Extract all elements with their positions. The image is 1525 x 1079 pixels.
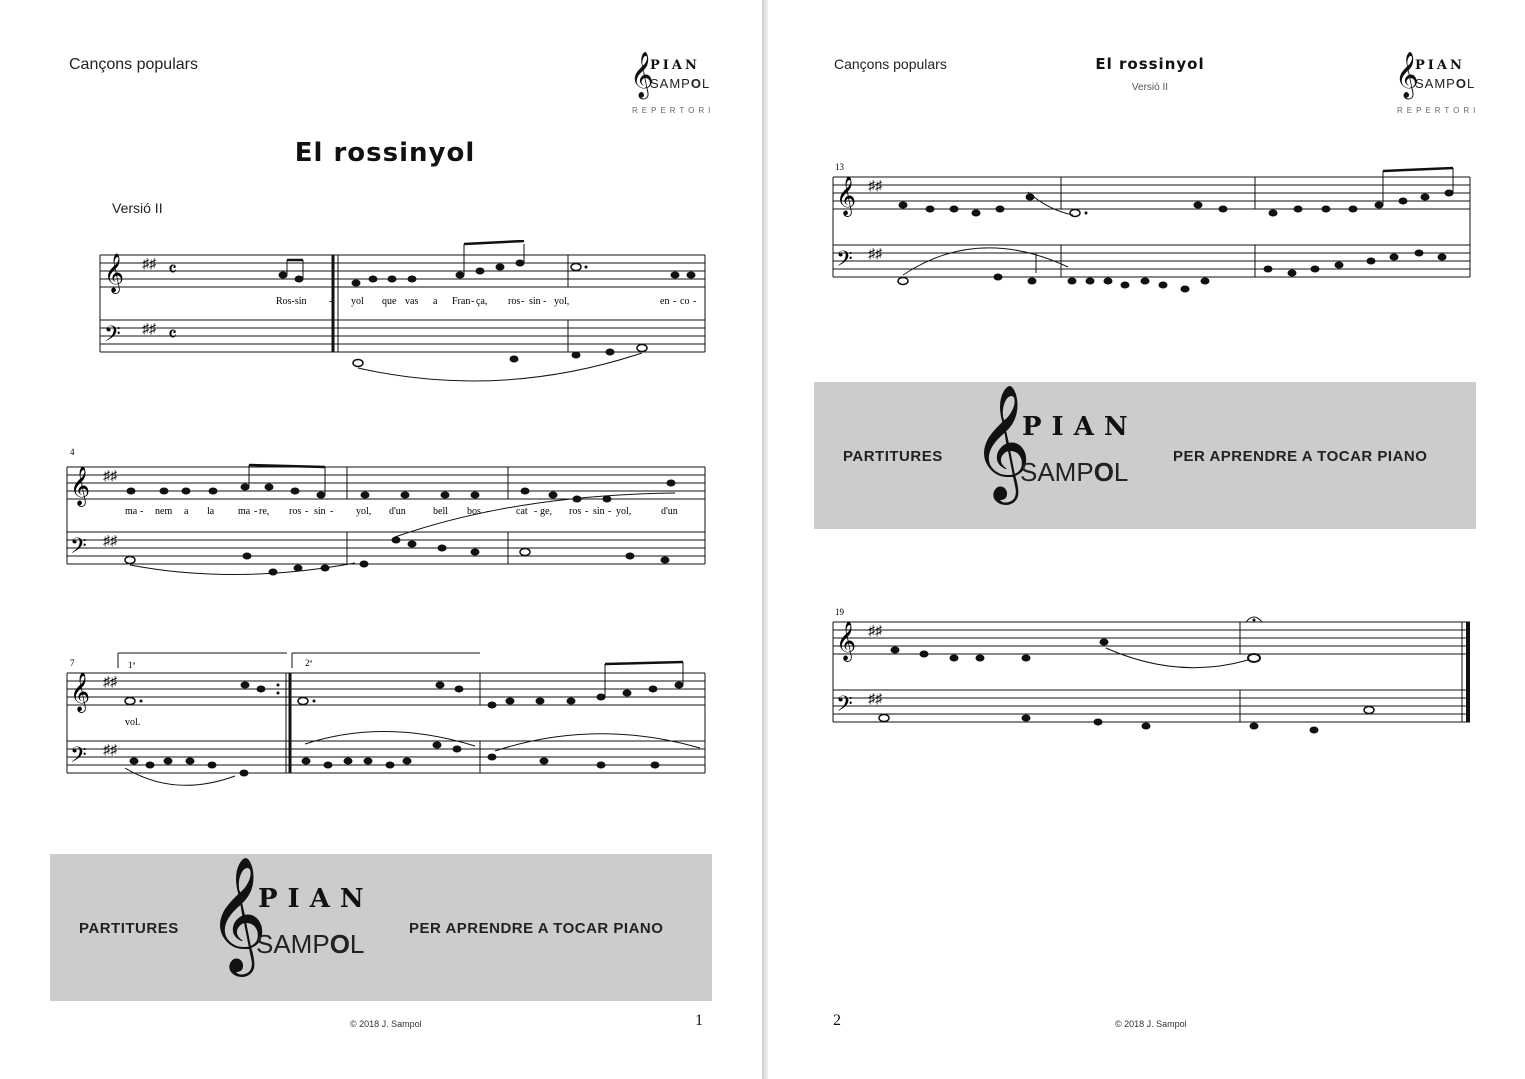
page-title: El rossinyol [1095, 55, 1205, 73]
lyric: sin [314, 506, 326, 517]
copyright: © 2018 J. Sampol [350, 1019, 422, 1029]
bass-clef-icon: 𝄢 [836, 247, 853, 276]
lyric: nem [155, 506, 173, 517]
treble-clef-icon: 𝄞 [972, 383, 1032, 500]
key-signature: ♯♯ [103, 534, 117, 549]
measure-number: 13 [835, 162, 844, 172]
version-label: Versió II [112, 200, 163, 216]
page-title: El rossinyol [294, 138, 476, 168]
page-number: 1 [695, 1012, 703, 1029]
treble-clef-icon: 𝄞 [70, 468, 91, 505]
lyric: ge, [540, 506, 552, 517]
pianosampol-banner [50, 854, 712, 1001]
ending-1-label: 1ª [128, 660, 135, 670]
banner-pian-text: PIAN [1022, 412, 1138, 442]
banner-samp: SAMP [1020, 457, 1094, 487]
banner-pian-text: PIAN [258, 884, 374, 914]
banner-l: L [1113, 457, 1129, 487]
notes [898, 168, 1454, 293]
logo-repertori: REPERTORI [1397, 106, 1480, 115]
lyric: co [680, 296, 690, 307]
logo-pian-text: PIAN [1415, 58, 1465, 73]
bass-clef-icon: 𝄢 [70, 534, 87, 563]
logo-sampol-text [650, 76, 710, 91]
lyric: ros [569, 506, 582, 517]
lyric: ma [238, 506, 251, 517]
key-signature: ♯♯ [142, 257, 156, 272]
banner-right-text: PER APRENDRE A TOCAR PIANO [409, 920, 664, 937]
lyric: a [184, 506, 189, 517]
measure-number: 7 [70, 658, 75, 668]
treble-clef-icon: 𝄞 [1395, 52, 1419, 98]
lyric: - [140, 506, 144, 517]
lyric: vas [405, 296, 419, 307]
score-system-19 [818, 600, 1478, 750]
lyric: yol, [616, 506, 632, 517]
lyric: cat [516, 506, 528, 517]
score-page-1 [0, 0, 762, 1079]
measure-number: 4 [70, 447, 75, 457]
collection-label: Cançons populars [834, 56, 947, 72]
bass-clef-icon: 𝄢 [104, 322, 121, 351]
lyric: - [305, 506, 309, 517]
logo-samp: SAMP [1415, 76, 1456, 91]
key-signature: ♯♯ [142, 322, 156, 337]
lyric: re, [259, 506, 270, 517]
lyric: d'un [661, 506, 678, 517]
score-system-1 [90, 240, 715, 390]
treble-clef-icon: 𝄞 [104, 255, 125, 292]
bass-clef-icon: 𝄢 [836, 692, 853, 721]
pianosampol-logo [630, 52, 715, 118]
lyric: - [486, 506, 490, 517]
lyric: sin [529, 296, 541, 307]
treble-clef-icon: 𝄞 [836, 178, 857, 215]
notes [125, 662, 684, 777]
banner-left-text: PARTITURES [79, 920, 179, 937]
key-signature: ♯♯ [103, 743, 117, 758]
treble-clef-icon: 𝄞 [70, 674, 91, 711]
lyric: que [382, 296, 397, 307]
banner-sampol-text [1020, 457, 1128, 488]
lyric: - [330, 506, 334, 517]
lyric: yol [351, 296, 364, 307]
measure-number: 19 [835, 607, 844, 617]
banner-o: O [329, 929, 350, 959]
treble-clef-icon: 𝄞 [630, 52, 654, 98]
key-signature: ♯♯ [868, 692, 882, 707]
logo-l: L [701, 76, 711, 91]
banner-right-text: PER APRENDRE A TOCAR PIANO [1173, 448, 1428, 465]
lyric: - [585, 506, 589, 517]
banner-o: O [1093, 457, 1114, 487]
lyric: ma [125, 506, 138, 517]
lyric: Fran [452, 296, 471, 307]
lyric: ça, [476, 296, 488, 307]
logo-repertori: REPERTORI [632, 106, 715, 115]
version-label: Versió II [1131, 82, 1169, 93]
treble-clef-icon: 𝄞 [836, 623, 857, 660]
lyric: - [693, 296, 697, 307]
key-signature: ♯♯ [103, 469, 117, 484]
score-system-13 [818, 155, 1478, 305]
lyric: d'un [389, 506, 406, 517]
lyric: - [608, 506, 612, 517]
page-number: 2 [833, 1012, 841, 1029]
lyric: a [433, 296, 438, 307]
lyric: yol, [356, 506, 372, 517]
bass-clef-icon: 𝄢 [70, 743, 87, 772]
logo-o: O [690, 76, 702, 91]
lyric: ros [508, 296, 521, 307]
banner-sampol-text [256, 929, 364, 960]
score-system-3 [55, 648, 715, 798]
lyric: yol, [554, 296, 570, 307]
score-system-2 [55, 445, 715, 590]
lyric: - [543, 296, 547, 307]
logo-sampol-text [1415, 76, 1475, 91]
key-signature: ♯♯ [868, 624, 882, 639]
logo-o: O [1455, 76, 1467, 91]
key-signature: ♯♯ [868, 179, 882, 194]
banner-samp: SAMP [256, 929, 330, 959]
pianosampol-banner [814, 382, 1476, 529]
score-page-2 [768, 0, 1525, 1079]
lyric: Ros-sin [276, 296, 307, 307]
key-signature: ♯♯ [868, 247, 882, 262]
treble-clef-icon: 𝄞 [208, 855, 268, 972]
lyric: - [329, 296, 333, 307]
notes [879, 617, 1374, 734]
lyric: sin [593, 506, 605, 517]
lyric: - [254, 506, 258, 517]
banner-left-text: PARTITURES [843, 448, 943, 465]
ending-2-label: 2ª [305, 658, 312, 668]
lyric: bell [433, 506, 448, 517]
notes [125, 465, 676, 576]
collection-label: Cançons populars [69, 56, 198, 73]
lyric: - [471, 296, 475, 307]
key-signature: ♯♯ [103, 675, 117, 690]
lyric: la [207, 506, 215, 517]
lyric: - [673, 296, 677, 307]
lyric: bos [467, 506, 481, 517]
logo-samp: SAMP [650, 76, 691, 91]
logo-l: L [1466, 76, 1476, 91]
lyric: en [660, 296, 670, 307]
lyric: - [521, 296, 525, 307]
time-signature-c: 𝄴 [168, 259, 177, 281]
banner-l: L [349, 929, 365, 959]
lyric: ros [289, 506, 302, 517]
time-signature-c: 𝄴 [168, 324, 177, 346]
lyric: vol. [125, 717, 141, 728]
logo-pian-text: PIAN [650, 58, 700, 73]
pianosampol-logo [1395, 52, 1480, 118]
lyric: - [534, 506, 538, 517]
copyright: © 2018 J. Sampol [1115, 1019, 1187, 1029]
